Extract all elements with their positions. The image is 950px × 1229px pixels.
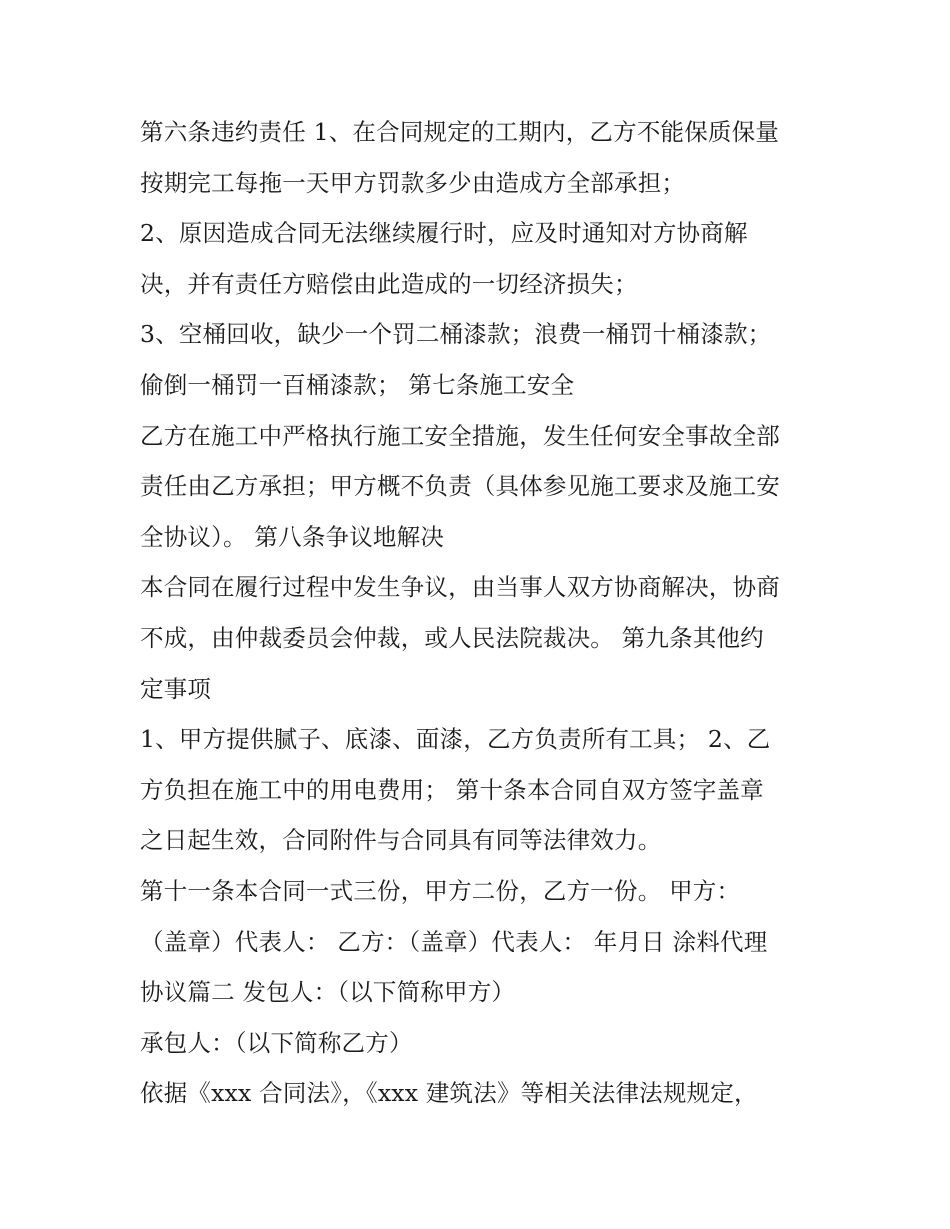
text-line: 乙方在施工中严格执行施工安全措施，发生任何安全事故全部 bbox=[140, 421, 780, 450]
text-line: 定事项 bbox=[140, 674, 212, 703]
text-line: 之日起生效，合同附件与合同具有同等法律效力。 bbox=[140, 826, 662, 855]
text-line: 决，并有责任方赔偿由此造成的一切经济损失； bbox=[140, 269, 638, 298]
text-line: 协议篇二 发包人：（以下简称甲方） bbox=[140, 978, 516, 1007]
text-line: 偷倒一桶罚一百桶漆款； 第七条施工安全 bbox=[140, 370, 575, 399]
text-line: 第十一条本合同一式三份，甲方二份，乙方一份。 甲方： bbox=[140, 876, 741, 905]
text-line: 2、原因造成合同无法继续履行时，应及时通知对方协商解 bbox=[140, 219, 748, 248]
text-line: 第六条违约责任 1、在合同规定的工期内，乙方不能保质保量 bbox=[140, 118, 780, 146]
text-line: 方负担在施工中的用电费用； 第十条本合同自双方签字盖章 bbox=[140, 775, 764, 804]
text-line: （盖章）代表人： 乙方：（盖章）代表人： 年月日 涂料代理 bbox=[140, 927, 768, 956]
text-line: 本合同在履行过程中发生争议，由当事人双方协商解决，协商 bbox=[140, 573, 780, 602]
text-line: 按期完工每拖一天甲方罚款多少由造成方全部承担； bbox=[140, 168, 686, 197]
text-line: 全协议）。 第八条争议地解决 bbox=[140, 522, 445, 551]
text-line: 依据《xxx 合同法》，《xxx 建筑法》等相关法律法规规定， bbox=[140, 1079, 758, 1108]
document-body bbox=[140, 107, 820, 1119]
text-line: 责任由乙方承担；甲方概不负责（具体参见施工要求及施工安 bbox=[140, 472, 780, 501]
text-line: 3、空桶回收，缺少一个罚二桶漆款；浪费一桶罚十桶漆款； bbox=[140, 320, 772, 349]
text-line: 1、甲方提供腻子、底漆、面漆，乙方负责所有工具； 2、乙 bbox=[140, 725, 771, 754]
text-line: 不成，由仲裁委员会仲裁，或人民法院裁决。 第九条其他约 bbox=[140, 623, 764, 652]
text-line: 承包人：（以下简称乙方） bbox=[140, 1028, 413, 1057]
